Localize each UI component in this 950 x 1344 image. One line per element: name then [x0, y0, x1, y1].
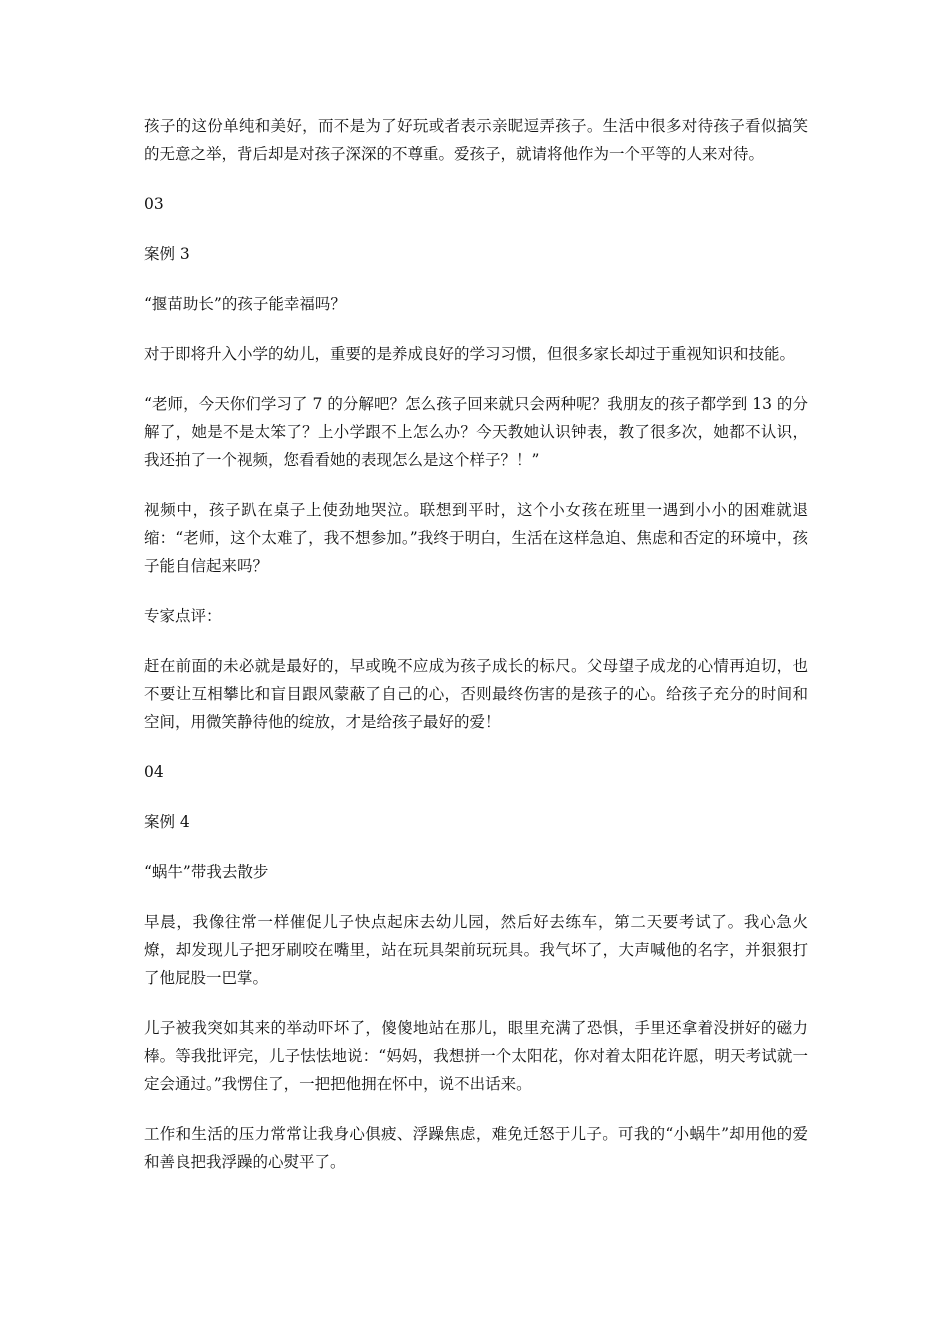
section-number-04: 04	[144, 763, 164, 781]
paragraph-case4-morning: 早晨，我像往常一样催促儿子快点起床去幼儿园，然后好去练车，第二天要考试了。我心急火燎，却发现儿子把牙刷咬在嘴里，站在玩具架前玩玩具。我气坏了，大声喊他的名字，并狠狠打了他屁股一巴掌。	[144, 913, 808, 987]
document-body	[144, 112, 808, 1176]
case-title-4: “蜗牛”带我去散步	[144, 863, 269, 881]
case-title-3: “揠苗助长”的孩子能幸福吗？	[144, 295, 346, 313]
paragraph-intro-conclusion: 孩子的这份单纯和美好，而不是为了好玩或者表示亲昵逗弄孩子。生活中很多对待孩子看似搞笑的无意之举，背后却是对孩子深深的不尊重。爱孩子，就请将他作为一个平等的人来对待。	[144, 117, 808, 163]
paragraph-case3-quote: “老师，今天你们学习了 7 的分解吧？怎么孩子回来就只会两种呢？我朋友的孩子都学到 13 的分解了，她是不是太笨了？上小学跟不上怎么办？今天教她认识钟表，教了很多次，她都不认识，我还拍了一个视频，您看看她的表现怎么是这个样子？！”	[144, 395, 808, 469]
paragraph-case4-son: 儿子被我突如其来的举动吓坏了，傻傻地站在那儿，眼里充满了恐惧，手里还拿着没拼好的磁力棒。等我批评完，儿子怯怯地说：“妈妈，我想拼一个太阳花，你对着太阳花许愿，明天考试就一定会通过。”我愣住了，一把把他拥在怀中，说不出话来。	[144, 1019, 808, 1093]
case-label-3: 案例 3	[144, 245, 190, 263]
paragraph-case3-video: 视频中，孩子趴在桌子上使劲地哭泣。联想到平时，这个小女孩在班里一遇到小小的困难就退缩：“老师，这个太难了，我不想参加。”我终于明白，生活在这样急迫、焦虑和否定的环境中，孩子能自信起来吗？	[144, 501, 808, 575]
expert-comment-label: 专家点评：	[144, 607, 222, 625]
paragraph-case3-intro: 对于即将升入小学的幼儿，重要的是养成良好的学习习惯，但很多家长却过于重视知识和技能。	[144, 345, 796, 363]
case-label-4: 案例 4	[144, 813, 190, 831]
section-number-03: 03	[144, 195, 164, 213]
paragraph-case4-reflection: 工作和生活的压力常常让我身心俱疲、浮躁焦虑，难免迁怒于儿子。可我的“小蜗牛”却用他的爱和善良把我浮躁的心熨平了。	[144, 1125, 808, 1171]
paragraph-expert-comment: 赶在前面的未必就是最好的，早或晚不应成为孩子成长的标尺。父母望子成龙的心情再迫切，也不要让互相攀比和盲目跟风蒙蔽了自己的心，否则最终伤害的是孩子的心。给孩子充分的时间和空间，用微笑静待他的绽放，才是给孩子最好的爱！	[144, 657, 808, 731]
